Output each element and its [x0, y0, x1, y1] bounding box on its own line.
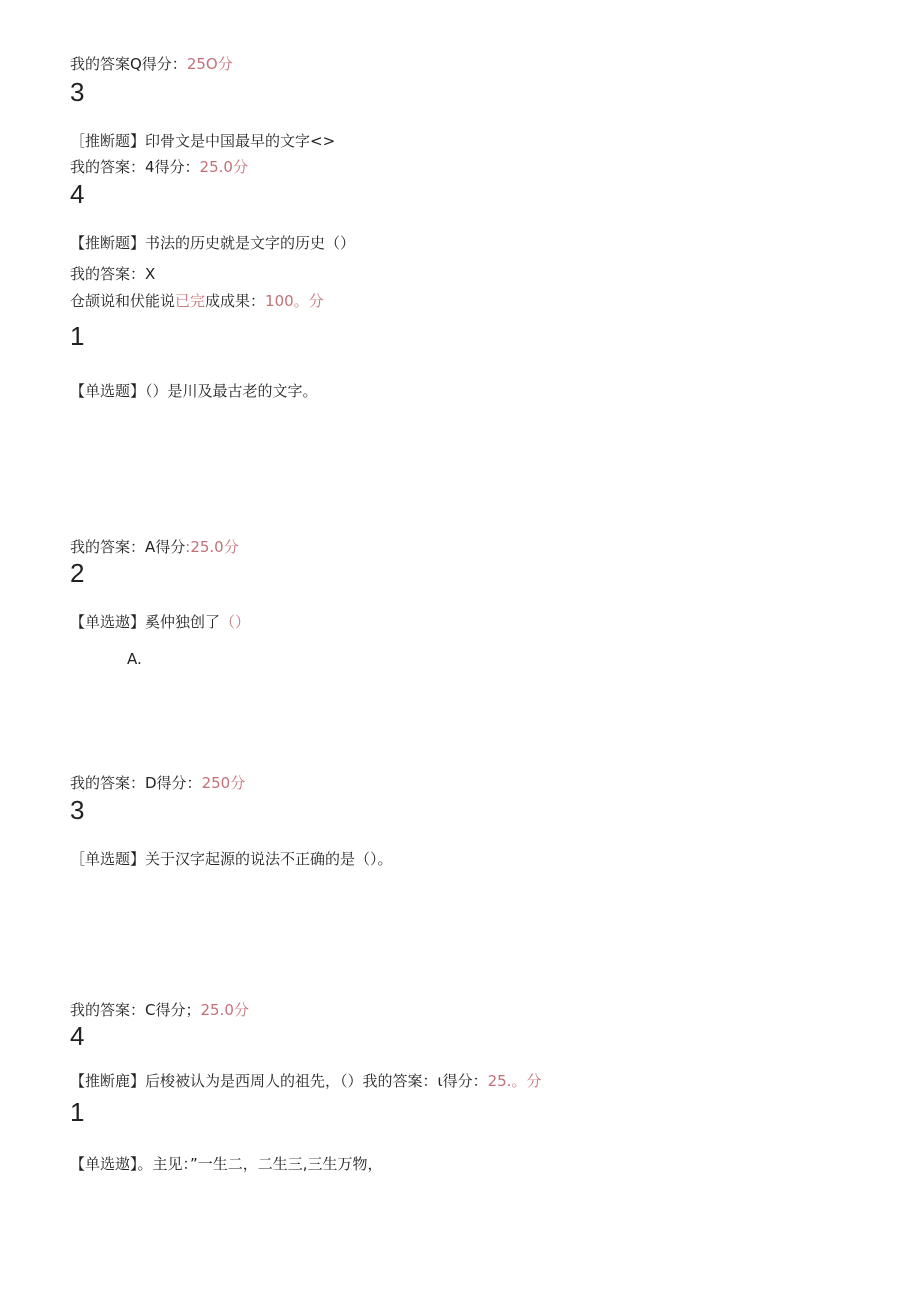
question-number: 1 [70, 321, 85, 351]
question-text: ［推断题】印骨文是中国最早的文字<> [70, 132, 336, 150]
score-value: :25.0分 [185, 538, 239, 556]
answer-label: 我的答案：4得分： [70, 158, 200, 176]
question-text: 【单选遨】。主见：”一生二，二生三,三生万物， [70, 1155, 383, 1173]
question-text: 【单选题】（）是川及最古老的文字。 [70, 382, 318, 400]
question-blank: （） [220, 613, 251, 631]
question-number: 4 [70, 179, 85, 209]
result-part: 成成果： [205, 292, 266, 310]
answer-label: 我的答案Q得分： [70, 55, 187, 73]
question-body: 【单选遨】奚仲独创了 [70, 613, 221, 631]
question-text: ［单选题】关于汉字起源的说法不正确的是（）。 [70, 850, 393, 868]
score-value: 25O分 [186, 55, 233, 73]
question-answer-line [70, 1071, 541, 1091]
result-highlight: 已完 [175, 292, 206, 310]
answer-line [70, 54, 233, 74]
answer-line [70, 157, 248, 177]
answer-label: 我的答案：C得分； [70, 1001, 201, 1019]
score-value: 25.0分 [199, 158, 248, 176]
score-value: 250分 [201, 774, 246, 792]
score-value: 25.。分 [487, 1072, 542, 1090]
result-line [70, 291, 324, 311]
answer-line: 我的答案：X [70, 265, 156, 283]
question-text: 【推断题】书法的历史就是文字的历史（） [70, 234, 356, 252]
question-number: 3 [70, 795, 85, 825]
question-number: 2 [70, 558, 85, 588]
question-number: 4 [70, 1021, 85, 1051]
answer-line [70, 1000, 249, 1020]
answer-label: 我的答案：A得分 [70, 538, 186, 556]
question-number: 1 [70, 1097, 85, 1127]
answer-line [70, 537, 239, 557]
score-value: 100。分 [265, 292, 324, 310]
result-part: 仓颉说和伏能说 [70, 292, 176, 310]
question-text: 【推断鹿】后梭被认为是西周人的祖先，（）我的答案：ι得分： [70, 1072, 488, 1090]
score-value: 25.0分 [200, 1001, 249, 1019]
answer-line [70, 773, 245, 793]
question-number: 3 [70, 77, 85, 107]
answer-label: 我的答案：D得分： [70, 774, 202, 792]
question-text [70, 612, 250, 632]
option-a[interactable]: A. [127, 650, 142, 668]
